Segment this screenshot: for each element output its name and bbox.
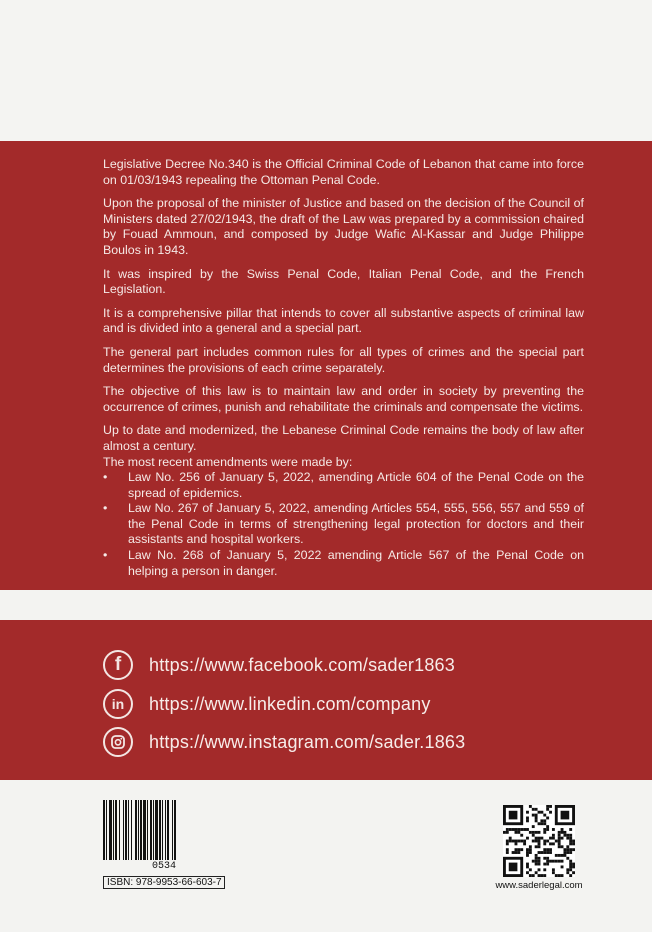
qr-module xyxy=(532,860,535,863)
qr-module xyxy=(563,854,566,857)
qr-module xyxy=(540,851,543,854)
qr-module xyxy=(543,848,546,851)
qr-module xyxy=(535,819,538,822)
qr-module xyxy=(538,837,541,840)
qr-module xyxy=(563,834,566,837)
qr-module xyxy=(543,857,546,860)
qr-module xyxy=(552,871,555,874)
qr-module xyxy=(532,834,535,837)
qr-module xyxy=(549,837,552,840)
qr-module xyxy=(543,819,546,822)
barcode xyxy=(103,800,225,889)
qr-module xyxy=(517,831,520,834)
qr-module xyxy=(506,831,509,834)
social-instagram[interactable] xyxy=(103,727,465,757)
qr-module xyxy=(532,825,535,828)
qr-module xyxy=(561,837,564,840)
qr-module xyxy=(535,814,538,817)
facebook-icon: f xyxy=(103,650,133,680)
amendment-text: Law No. 268 of January 5, 2022 amending Article 567 of the Penal Code on helping a person in danger. xyxy=(128,548,584,578)
qr-module xyxy=(532,840,535,843)
qr-module xyxy=(523,842,526,845)
qr-module xyxy=(561,854,564,857)
qr-module xyxy=(526,819,529,822)
qr-module xyxy=(532,874,535,877)
qr-module xyxy=(561,831,564,834)
qr-module xyxy=(569,842,572,845)
qr-module xyxy=(561,828,564,831)
amendment-item xyxy=(103,548,584,579)
qr-module xyxy=(506,848,509,851)
cover-top-blank xyxy=(0,0,652,141)
qr-module xyxy=(552,860,555,863)
qr-module xyxy=(526,837,529,840)
qr-module xyxy=(515,851,518,854)
qr-module xyxy=(509,840,512,843)
qr-module xyxy=(546,848,549,851)
qr-module xyxy=(549,860,552,863)
qr-module xyxy=(512,840,515,843)
qr-module xyxy=(572,863,575,866)
amendment-text: Law No. 267 of January 5, 2022, amending Articles 554, 555, 556, 557 and 559 of the Penal Code in terms of strengthening legal protection for doctors and their assistants and hospital workers. xyxy=(128,501,584,547)
qr-module xyxy=(529,845,532,848)
qr-module xyxy=(543,863,546,866)
qr-module xyxy=(569,874,572,877)
qr-module xyxy=(543,874,546,877)
amendment-item xyxy=(103,501,584,548)
qr-module xyxy=(569,868,572,871)
qr-module xyxy=(549,842,552,845)
qr-module xyxy=(566,834,569,837)
qr-module xyxy=(561,874,564,877)
qr-module xyxy=(546,860,549,863)
qr-module xyxy=(535,837,538,840)
qr-module xyxy=(523,828,526,831)
qr-module xyxy=(572,840,575,843)
qr-module xyxy=(558,874,561,877)
qr-module xyxy=(515,840,518,843)
qr-module xyxy=(558,831,561,834)
qr-module xyxy=(566,848,569,851)
qr-module xyxy=(543,842,546,845)
qr-module xyxy=(540,811,543,814)
qr-module xyxy=(569,834,572,837)
qr-module xyxy=(566,857,569,860)
qr-module xyxy=(529,805,532,808)
qr-module xyxy=(535,831,538,834)
qr-module xyxy=(561,845,564,848)
qr-module xyxy=(538,868,541,871)
qr-module xyxy=(535,863,538,866)
linkedin-icon: in xyxy=(103,689,133,719)
qr-module xyxy=(509,811,518,820)
qr-module xyxy=(569,848,572,851)
qr-module xyxy=(515,831,518,834)
qr-module xyxy=(558,834,561,837)
facebook-url[interactable]: https://www.facebook.com/sader1863 xyxy=(149,654,455,675)
qr-module xyxy=(515,828,518,831)
qr-module xyxy=(538,863,541,866)
qr-module xyxy=(543,840,546,843)
qr-module xyxy=(543,831,546,834)
barcode-bar xyxy=(176,800,177,860)
paragraph-inspiration: It was inspired by the Swiss Penal Code, Italian Penal Code, and the French Legislation. xyxy=(103,266,584,297)
instagram-url[interactable]: https://www.instagram.com/sader.1863 xyxy=(149,731,466,752)
qr-module xyxy=(572,842,575,845)
paragraph-proposal: Upon the proposal of the minister of Justice and based on the decision of the Council of Ministers dated 27/02/1943, the draft of the Law was prepared by a commission chaired by Fouad Ammoun, and composed by Judge Wafic Al-Kassar and Judge Philippe Boulos in 1943. xyxy=(103,196,584,257)
bullet-icon: • xyxy=(103,548,108,563)
qr-module xyxy=(538,851,541,854)
qr-module xyxy=(552,834,555,837)
qr-module xyxy=(555,840,558,843)
qr-block xyxy=(493,805,585,891)
qr-module xyxy=(526,828,529,831)
qr-module xyxy=(538,831,541,834)
qr-module xyxy=(538,860,541,863)
amendment-text: Law No. 256 of January 5, 2022, amending Article 604 of the Penal Code on the spread of epidemics. xyxy=(128,470,584,500)
paragraph-decree: Legislative Decree No.340 is the Official Criminal Code of Lebanon that came into force on 01/03/1943 repealing the Ottoman Penal Code. xyxy=(103,157,584,187)
qr-module xyxy=(569,865,572,868)
qr-module xyxy=(561,860,564,863)
qr-module xyxy=(517,851,520,854)
qr-module xyxy=(569,840,572,843)
qr-module xyxy=(517,848,520,851)
qr-module xyxy=(563,831,566,834)
amendment-item xyxy=(103,470,584,501)
barcode-bars xyxy=(103,800,225,860)
qr-code xyxy=(503,805,575,877)
qr-module xyxy=(569,863,572,866)
qr-module xyxy=(520,834,523,837)
qr-module xyxy=(543,822,546,825)
qr-module xyxy=(546,825,549,828)
qr-module xyxy=(558,840,561,843)
qr-module xyxy=(566,851,569,854)
qr-module xyxy=(538,840,541,843)
qr-module xyxy=(529,848,532,851)
qr-module xyxy=(540,819,543,822)
qr-module xyxy=(535,845,538,848)
qr-module xyxy=(543,828,546,831)
qr-module xyxy=(552,842,555,845)
qr-module xyxy=(526,851,529,854)
qr-module xyxy=(543,814,546,817)
qr-module xyxy=(538,811,541,814)
paragraph-modernized: Up to date and modernized, the Lebanese Criminal Code remains the body of law after almost a century. xyxy=(103,423,584,453)
qr-module xyxy=(535,840,538,843)
qr-module xyxy=(535,860,538,863)
qr-module xyxy=(546,828,549,831)
qr-module xyxy=(569,851,572,854)
qr-module xyxy=(540,837,543,840)
qr-module xyxy=(512,851,515,854)
social-linkedin[interactable] xyxy=(103,689,431,719)
qr-module xyxy=(569,837,572,840)
qr-module xyxy=(509,837,512,840)
qr-module xyxy=(566,871,569,874)
description-text xyxy=(103,157,584,579)
qr-module xyxy=(566,845,569,848)
amendments-list xyxy=(103,470,584,579)
qr-module xyxy=(546,840,549,843)
qr-module xyxy=(526,811,529,814)
qr-module xyxy=(509,828,512,831)
qr-module xyxy=(546,808,549,811)
qr-module xyxy=(526,854,529,857)
qr-module xyxy=(529,868,532,871)
qr-module xyxy=(535,817,538,820)
qr-module xyxy=(572,848,575,851)
qr-module xyxy=(520,840,523,843)
qr-module xyxy=(520,848,523,851)
qr-module xyxy=(538,842,541,845)
qr-module xyxy=(566,868,569,871)
qr-module xyxy=(506,851,509,854)
bullet-icon: • xyxy=(103,470,108,485)
qr-module xyxy=(558,842,561,845)
qr-module xyxy=(506,840,509,843)
qr-module xyxy=(532,831,535,834)
qr-module xyxy=(572,871,575,874)
qr-module xyxy=(546,857,549,860)
qr-module xyxy=(543,851,546,854)
qr-module xyxy=(561,811,570,820)
qr-module xyxy=(535,871,538,874)
social-facebook[interactable] xyxy=(103,650,455,680)
qr-module xyxy=(532,814,535,817)
qr-module xyxy=(540,822,543,825)
qr-module xyxy=(520,828,523,831)
qr-module xyxy=(512,828,515,831)
paragraph-pillar: It is a comprehensive pillar that intends to cover all substantive aspects of criminal law and is divided into a general and a special part. xyxy=(103,305,584,336)
qr-module xyxy=(526,863,529,866)
qr-module xyxy=(515,848,518,851)
bullet-icon: • xyxy=(103,501,108,516)
paragraph-amendments-intro: The most recent amendments were made by: xyxy=(103,454,353,469)
qr-module xyxy=(549,805,552,808)
qr-module xyxy=(529,851,532,854)
qr-module xyxy=(546,817,549,820)
qr-module xyxy=(503,831,506,834)
qr-module xyxy=(526,848,529,851)
qr-module xyxy=(538,857,541,860)
linkedin-url[interactable]: https://www.linkedin.com/company xyxy=(149,693,431,714)
qr-module xyxy=(543,868,546,871)
qr-module xyxy=(558,860,561,863)
qr-module xyxy=(540,874,543,877)
qr-module xyxy=(506,828,509,831)
qr-module xyxy=(563,851,566,854)
qr-module xyxy=(532,808,535,811)
qr-module xyxy=(509,863,518,872)
qr-module xyxy=(549,811,552,814)
qr-module xyxy=(546,863,549,866)
qr-module xyxy=(538,874,541,877)
instagram-icon xyxy=(103,727,133,757)
qr-module xyxy=(572,865,575,868)
qr-module xyxy=(546,805,549,808)
qr-module xyxy=(569,860,572,863)
qr-module xyxy=(517,828,520,831)
paragraph-objective: The objective of this law is to maintain law and order in society by preventing the occurrence of crimes, punish and rehabilitate the criminals and compensate the victims. xyxy=(103,384,584,414)
qr-module xyxy=(552,837,555,840)
qr-module xyxy=(535,857,538,860)
qr-module xyxy=(535,808,538,811)
qr-module xyxy=(538,822,541,825)
qr-module xyxy=(552,828,555,831)
qr-module xyxy=(538,845,541,848)
qr-module xyxy=(546,851,549,854)
qr-module xyxy=(563,848,566,851)
qr-module xyxy=(561,865,564,868)
qr-module xyxy=(515,842,518,845)
panel-gap xyxy=(0,590,652,620)
paragraph-general-part: The general part includes common rules for all types of crimes and the special part determines the provisions of each crime separately. xyxy=(103,344,584,375)
qr-module xyxy=(526,817,529,820)
barcode-number: 0534 xyxy=(151,861,176,872)
qr-module xyxy=(526,871,529,874)
qr-module xyxy=(526,865,529,868)
qr-caption: www.saderlegal.com xyxy=(495,880,583,891)
qr-module xyxy=(529,874,532,877)
qr-module xyxy=(523,840,526,843)
qr-module xyxy=(558,854,561,857)
qr-module xyxy=(555,854,558,857)
qr-module xyxy=(555,874,558,877)
qr-module xyxy=(566,837,569,840)
qr-module xyxy=(549,848,552,851)
qr-module xyxy=(506,842,509,845)
qr-module xyxy=(517,840,520,843)
qr-module xyxy=(535,854,538,857)
qr-module xyxy=(552,868,555,871)
qr-module xyxy=(529,831,532,834)
qr-module xyxy=(558,845,561,848)
qr-module xyxy=(558,837,561,840)
qr-module xyxy=(555,860,558,863)
qr-module xyxy=(569,828,572,831)
qr-module xyxy=(549,851,552,854)
isbn-label: ISBN: 978-9953-66-603-7 xyxy=(103,876,225,889)
